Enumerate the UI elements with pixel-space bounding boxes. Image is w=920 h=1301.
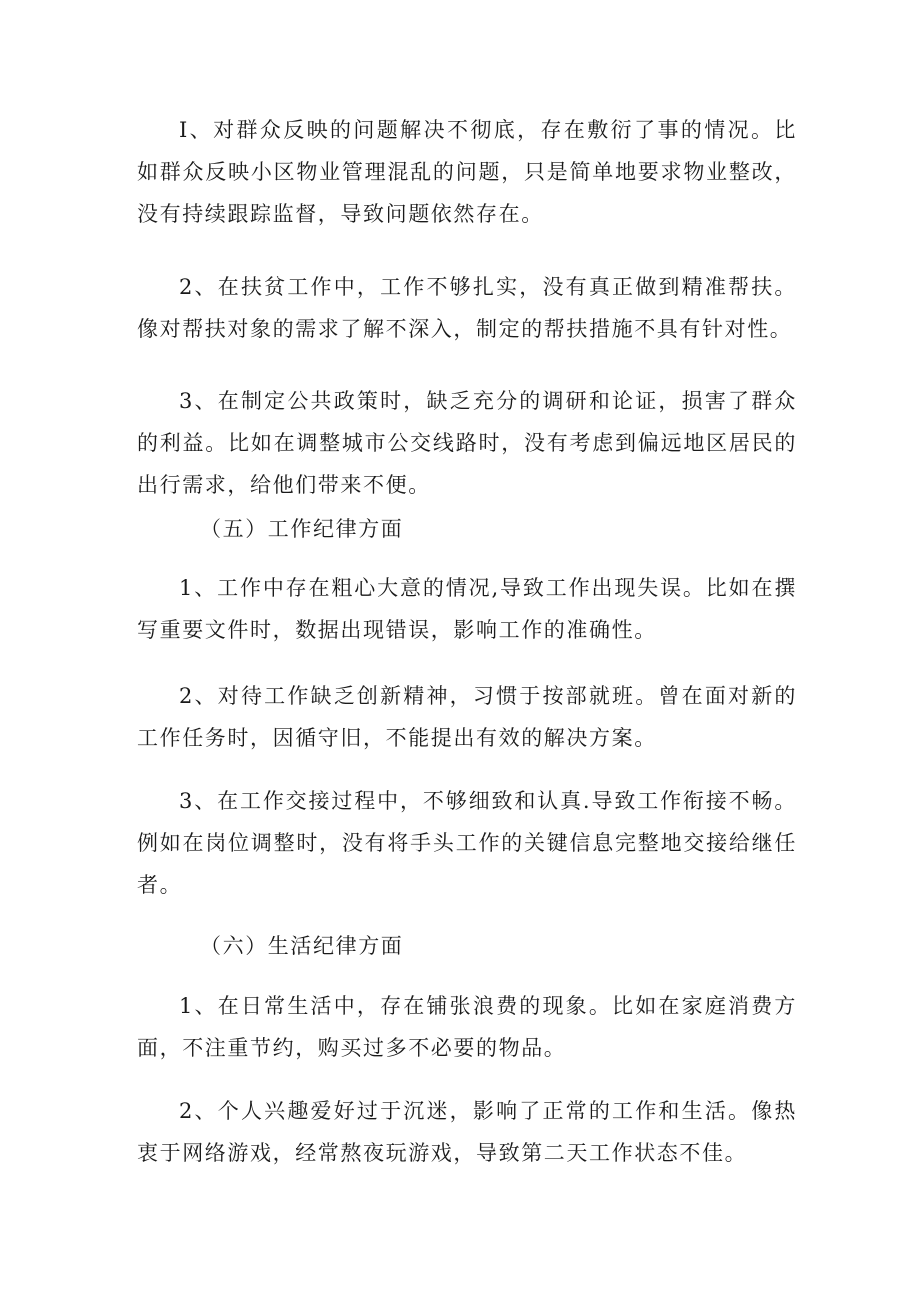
section-heading-work-discipline: （五）工作纪律方面	[200, 517, 404, 541]
paragraph-life-2: 2、个人兴趣爱好过于沉迷，影响了正常的工作和生活。像热衷于网络游戏，经常熬夜玩游戏，导致第二天工作状态不佳。	[137, 1099, 797, 1165]
paragraph-work-2: 2、对待工作缺乏创新精神，习惯于按部就班。曾在面对新的工作任务时，因循守旧，不能提出有效的解决方案。	[137, 684, 797, 750]
paragraph-issue-3: 3、在制定公共政策时，缺乏充分的调研和论证，损害了群众的利益。比如在调整城市公交线路时，没有考虑到偏远地区居民的出行需求，给他们带来不便。	[137, 389, 797, 497]
paragraph-issue-2: 2、在扶贫工作中，工作不够扎实，没有真正做到精准帮扶。像对帮扶对象的需求了解不深入，制定的帮扶措施不具有针对性。	[137, 275, 797, 341]
paragraph-issue-1: I、对群众反映的问题解决不彻底，存在敷衍了事的情况。比如群众反映小区物业管理混乱的问题，只是简单地要求物业整改，没有持续跟踪监督，导致问题依然存在。	[137, 118, 797, 226]
paragraph-work-3: 3、在工作交接过程中，不够细致和认真.导致工作衔接不畅。例如在岗位调整时，没有将手头工作的关键信息完整地交接给继任者。	[137, 789, 797, 897]
section-heading-life-discipline: （六）生活纪律方面	[200, 934, 404, 958]
paragraph-work-1: 1、工作中存在粗心大意的情况,导致工作出现失误。比如在撰写重要文件时，数据出现错误，影响工作的准确性。	[137, 576, 797, 642]
paragraph-life-1: 1、在日常生活中，存在铺张浪费的现象。比如在家庭消费方面，不注重节约，购买过多不必要的物品。	[137, 994, 797, 1060]
